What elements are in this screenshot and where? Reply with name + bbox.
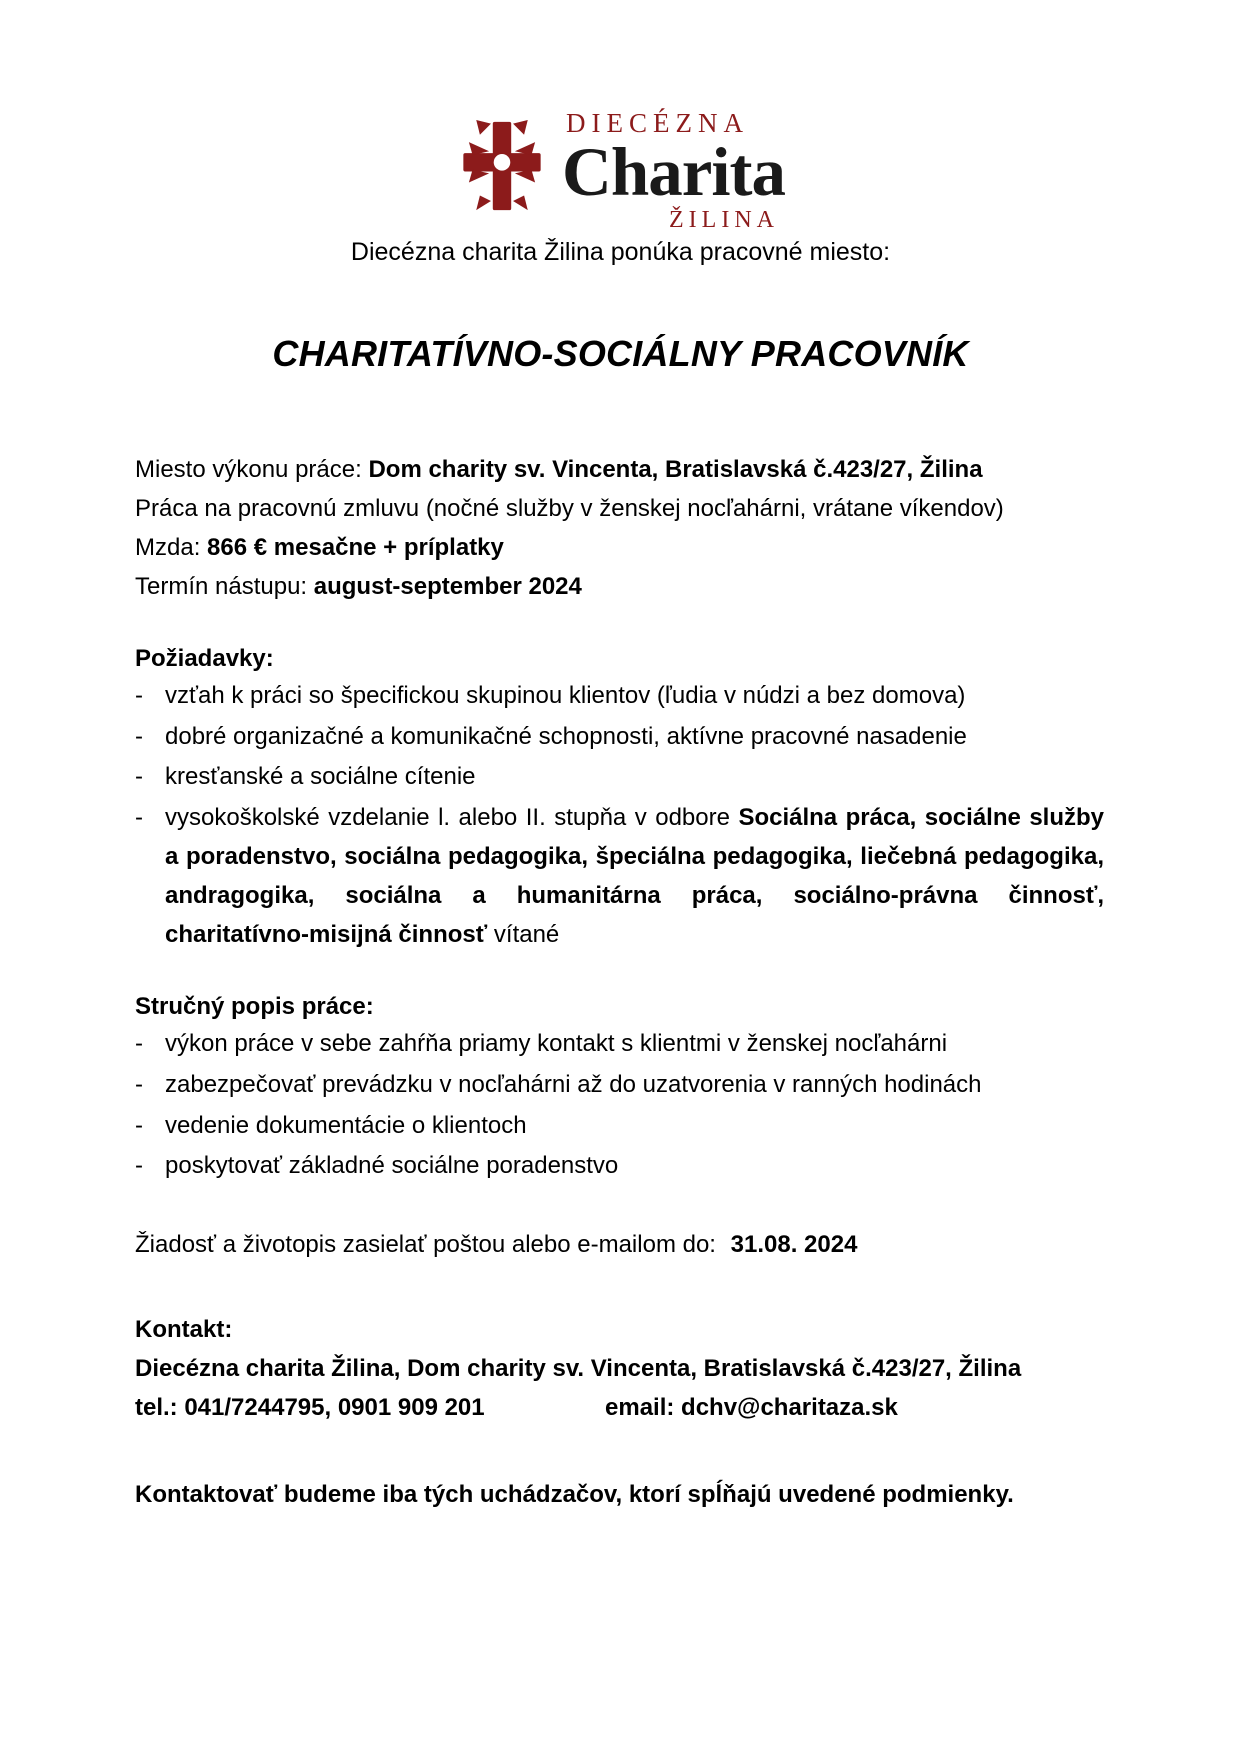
- logo-bottom-word: ŽILINA: [669, 207, 779, 234]
- list-item: [135, 1147, 1106, 1186]
- contract-line: Práca na pracovnú zmluvu (nočné služby v ženskej nocľahárni, vrátane víkendov): [135, 495, 1004, 523]
- contact-heading: Kontakt:: [135, 1316, 233, 1344]
- dash-marker: -: [135, 804, 143, 832]
- dash-marker: -: [135, 763, 143, 791]
- salary-label: Mzda:: [135, 533, 201, 561]
- logo-inner: [456, 110, 785, 232]
- list-item: [135, 718, 1106, 757]
- list-item: [135, 758, 1106, 797]
- list-item: [135, 677, 1106, 716]
- organization-logo: [135, 110, 1106, 232]
- dash-marker: -: [135, 722, 143, 750]
- list-item-text: vedenie dokumentácie o klientoch: [165, 1111, 527, 1139]
- dash-marker: -: [135, 1152, 143, 1180]
- logo-wordmark: [562, 110, 785, 232]
- job-description-heading: Stručný popis práce:: [135, 992, 374, 1020]
- salary-value: 866 € mesačne + príplatky: [207, 533, 504, 561]
- dash-marker: -: [135, 681, 143, 709]
- list-item: [135, 1066, 1106, 1105]
- contact-address: Diecézna charita Žilina, Dom charity sv. Vincenta, Bratislavská č.423/27, Žilina: [135, 1355, 1022, 1383]
- application-deadline: [135, 1226, 1106, 1265]
- dash-marker: -: [135, 1070, 143, 1098]
- list-item-text: poskytovať základné sociálne poradenstvo: [165, 1152, 619, 1180]
- education-plain-end: vítané: [487, 920, 560, 948]
- logo-top-word: DIECÉZNA: [566, 108, 749, 138]
- list-item-text: výkon práce v sebe zahŕňa priamy kontakt s klientmi v ženskej nocľahárni: [165, 1029, 948, 1057]
- list-item: [135, 1107, 1106, 1146]
- job-description-list: [135, 1025, 1106, 1187]
- salary-line: [135, 529, 1106, 568]
- requirements-heading: Požiadavky:: [135, 644, 274, 672]
- start-date-line: [135, 568, 1106, 607]
- contact-email[interactable]: email: dchv@charitaza.sk: [605, 1393, 898, 1421]
- deadline-text: Žiadosť a životopis zasielať poštou alebo e-mailom do:: [135, 1231, 716, 1259]
- requirements-list: [135, 677, 1106, 955]
- intro-line: Diecézna charita Žilina ponúka pracovné miesto:: [350, 238, 891, 267]
- place-value: Dom charity sv. Vincenta, Bratislavská č.423/27, Žilina: [368, 456, 983, 484]
- charity-cross-icon: [456, 118, 548, 214]
- list-item-education: [135, 799, 1106, 955]
- education-fields-bold: Sociálna práca, sociálne služby a poradenstvo, sociálna pedagogika, špeciálna pedagogika, liečebná pedagogika, andragogika, sociálna a humanitárna práca, sociálno-právna činnosť, charitatívno-misijná činnosť: [165, 804, 1105, 948]
- job-details: [135, 451, 1106, 607]
- list-item-text: zabezpečovať prevádzku v nocľahárni až do uzatvorenia v ranných hodinách: [165, 1070, 982, 1098]
- place-line: [135, 451, 1106, 490]
- list-item-text: vzťah k práci so špecifickou skupinou klientov (ľudia v núdzi a bez domova): [165, 681, 966, 709]
- list-item: [135, 1025, 1106, 1064]
- start-date-label: Termín nástupu:: [135, 572, 308, 600]
- list-item-text: kresťanské a sociálne cítenie: [165, 763, 476, 791]
- education-plain-start: vysokoškolské vzdelanie l. alebo II. stupňa v odbore: [165, 804, 739, 832]
- contact-row: [135, 1389, 1106, 1428]
- logo-main-word: Charita: [562, 134, 785, 210]
- start-date-value: august-september 2024: [313, 572, 582, 600]
- contact-phone[interactable]: tel.: 041/7244795, 0901 909 201: [135, 1393, 485, 1421]
- place-label: Miesto výkonu práce:: [135, 456, 362, 484]
- deadline-date: 31.08. 2024: [730, 1231, 858, 1259]
- dash-marker: -: [135, 1029, 143, 1057]
- page-title: CHARITATÍVNO-SOCIÁLNY PRACOVNÍK: [272, 333, 969, 375]
- contact-block: [135, 1311, 1106, 1428]
- final-note: Kontaktovať budeme iba tých uchádzačov, ktorí spĺňajú uvedené podmienky.: [135, 1480, 1014, 1508]
- dash-marker: -: [135, 1111, 143, 1139]
- list-item-text: dobré organizačné a komunikačné schopnosti, aktívne pracovné nasadenie: [165, 722, 967, 750]
